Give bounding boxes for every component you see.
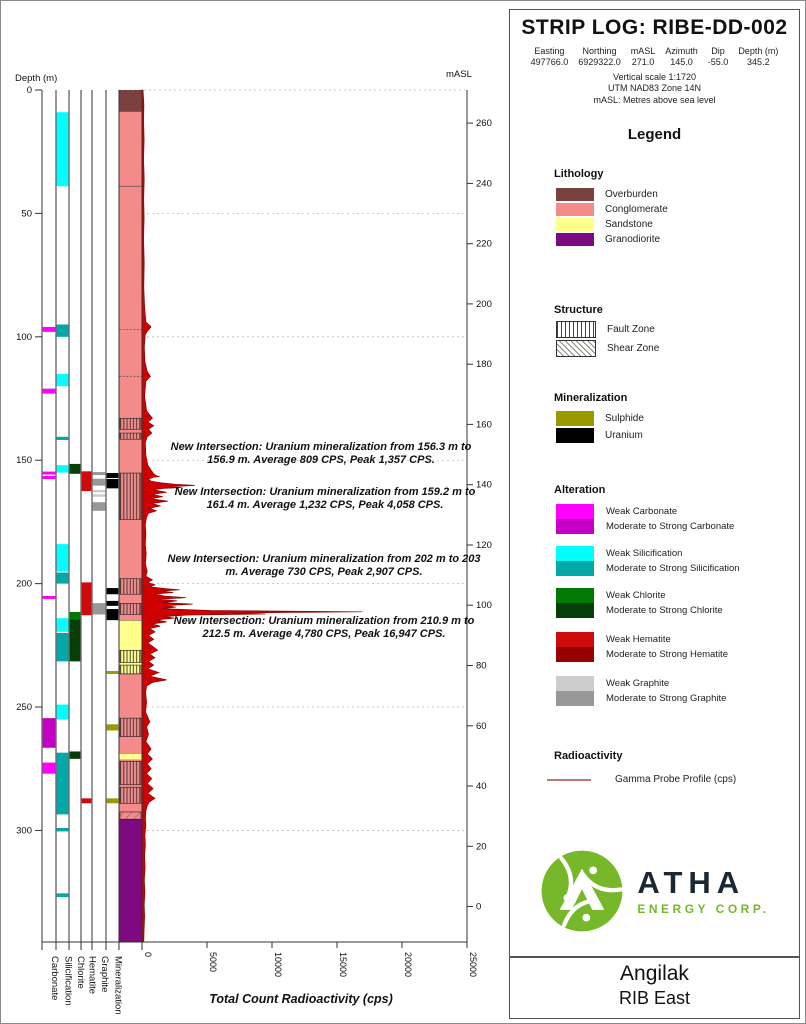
svg-text:40: 40 <box>476 781 487 792</box>
field-easting: Easting 497766.0 <box>530 46 569 67</box>
company-logo <box>510 848 799 934</box>
shear-zone-swatch <box>556 340 596 357</box>
fault-zone-swatch <box>556 321 596 338</box>
svg-text:Graphite: Graphite <box>99 956 110 993</box>
field-azimuth: Azimuth 145.0 <box>665 46 698 67</box>
legend-item-granodiorite: Granodiorite <box>556 233 660 246</box>
masl-note: mASL: Metres above sea level <box>593 94 716 105</box>
structure-heading: Structure <box>554 304 603 316</box>
legend-title: Legend <box>627 126 682 143</box>
svg-text:200: 200 <box>16 578 32 590</box>
svg-text:300: 300 <box>16 825 32 837</box>
svg-text:0: 0 <box>26 85 32 96</box>
svg-text:25000: 25000 <box>468 952 478 978</box>
granodiorite-swatch <box>556 233 594 246</box>
svg-text:140: 140 <box>476 479 492 491</box>
hematite-swatch <box>556 632 594 662</box>
svg-text:5000: 5000 <box>208 952 218 973</box>
alteration-heading: Alteration <box>554 484 606 496</box>
legend-item-silicification: Weak Silicification Moderate to Strong Silicification <box>556 546 740 576</box>
svg-text:Carbonate: Carbonate <box>49 956 60 1001</box>
project-title-box <box>509 957 800 1019</box>
strip-log-plot <box>1 1 507 1024</box>
svg-text:Chlorite: Chlorite <box>75 956 86 989</box>
project-name: Angilak <box>620 962 689 985</box>
collar-info-table <box>510 46 799 67</box>
conglomerate-swatch <box>556 203 594 216</box>
logo-brand-text: ATHA <box>637 864 746 900</box>
legend-item-uranium: Uranium <box>556 428 643 443</box>
page-title: STRIP LOG: RIBE-DD-002 <box>521 16 788 39</box>
mineralization-heading: Mineralization <box>554 392 628 404</box>
lithology-heading: Lithology <box>554 168 604 180</box>
intersection-annotation-4: New Intersection: Uranium mineralization from 210.9 m to 212.5 m. Average 4,780 CPS, Peak 16,947 CPS. <box>173 615 475 641</box>
legend-item-overburden: Overburden <box>556 188 658 201</box>
svg-text:200: 200 <box>476 298 492 310</box>
gamma-line-sample <box>547 779 591 781</box>
svg-text:60: 60 <box>476 720 487 732</box>
svg-text:Mineralization: Mineralization <box>112 956 124 1015</box>
carbonate-swatch <box>556 504 594 534</box>
field-masl: mASL 271.0 <box>630 46 656 67</box>
header-notes <box>510 72 799 106</box>
field-northing: Northing 6929322.0 <box>578 46 621 67</box>
legend-item-sulphide: Sulphide <box>556 411 644 426</box>
legend-item-chlorite: Weak Chlorite Moderate to Strong Chlorite <box>556 588 723 618</box>
radioactivity-heading: Radioactivity <box>554 750 623 762</box>
uranium-swatch <box>556 428 594 443</box>
svg-text:mASL: mASL <box>446 69 472 80</box>
svg-text:0: 0 <box>476 901 482 913</box>
svg-text:20000: 20000 <box>403 952 413 978</box>
legend-item-graphite: Weak Graphite Moderate to Strong Graphite <box>556 676 726 706</box>
svg-text:100: 100 <box>16 331 32 343</box>
svg-text:240: 240 <box>476 178 492 190</box>
field-dip: Dip -55.0 <box>707 46 729 67</box>
svg-text:Hematite: Hematite <box>86 956 98 995</box>
legend-item-conglomerate: Conglomerate <box>556 203 668 216</box>
sulphide-swatch <box>556 411 594 426</box>
project-area: RIB East <box>618 988 691 1008</box>
legend-item-hematite: Weak Hematite Moderate to Strong Hematite <box>556 632 728 662</box>
svg-text:180: 180 <box>476 359 492 371</box>
graphite-swatch <box>556 676 594 706</box>
svg-text:Depth (m): Depth (m) <box>15 73 58 84</box>
svg-text:Total Count Radioactivity (cps: Total Count Radioactivity (cps) <box>209 992 393 1006</box>
svg-text:100: 100 <box>476 600 492 612</box>
svg-text:Silicification: Silicification <box>62 956 74 1006</box>
legend-item-sandstone: Sandstone <box>556 218 653 231</box>
legend-item-fault-zone: Fault Zone <box>556 321 655 338</box>
legend-item-shear-zone: Shear Zone <box>556 340 659 357</box>
logo-subtitle-text: ENERGY CORP. <box>637 901 770 916</box>
svg-text:0: 0 <box>143 952 153 958</box>
svg-text:260: 260 <box>476 118 492 130</box>
utm-note: UTM NAD83 Zone 14N <box>607 83 702 94</box>
strip-log-svg <box>1 1 507 1024</box>
sandstone-swatch <box>556 218 594 231</box>
legend-item-gamma-profile: Gamma Probe Profile (cps) <box>547 774 736 785</box>
atha-logo-icon <box>539 848 625 934</box>
svg-text:15000: 15000 <box>338 952 348 978</box>
svg-text:50: 50 <box>21 208 32 220</box>
info-panel <box>509 9 800 957</box>
svg-text:160: 160 <box>476 419 492 431</box>
svg-text:80: 80 <box>476 660 487 672</box>
overburden-swatch <box>556 188 594 201</box>
intersection-annotation-2: New Intersection: Uranium mineralization from 159.2 m to 161.4 m. Average 1,232 CPS, Peak 4,058 CPS. <box>174 486 476 512</box>
svg-text:120: 120 <box>476 540 492 551</box>
svg-text:150: 150 <box>16 455 32 467</box>
silicification-swatch <box>556 546 594 576</box>
svg-text:250: 250 <box>16 702 32 714</box>
chlorite-swatch <box>556 588 594 618</box>
svg-text:220: 220 <box>476 238 492 250</box>
svg-text:20: 20 <box>476 841 487 853</box>
legend-item-carbonate: Weak Carbonate Moderate to Strong Carbonate <box>556 504 734 534</box>
intersection-annotation-1: New Intersection: Uranium mineralization from 156.3 m to 156.9 m. Average 809 CPS, Peak 1,357 CPS. <box>170 441 472 467</box>
svg-text:10000: 10000 <box>273 952 283 978</box>
scale-note: Vertical scale 1:1720 <box>612 72 697 82</box>
field-depth: Depth (m) 345.2 <box>738 46 779 67</box>
intersection-annotation-3: New Intersection: Uranium mineralization from 202 m to 203 m. Average 730 CPS, Peak 2,907 CPS. <box>167 553 481 579</box>
